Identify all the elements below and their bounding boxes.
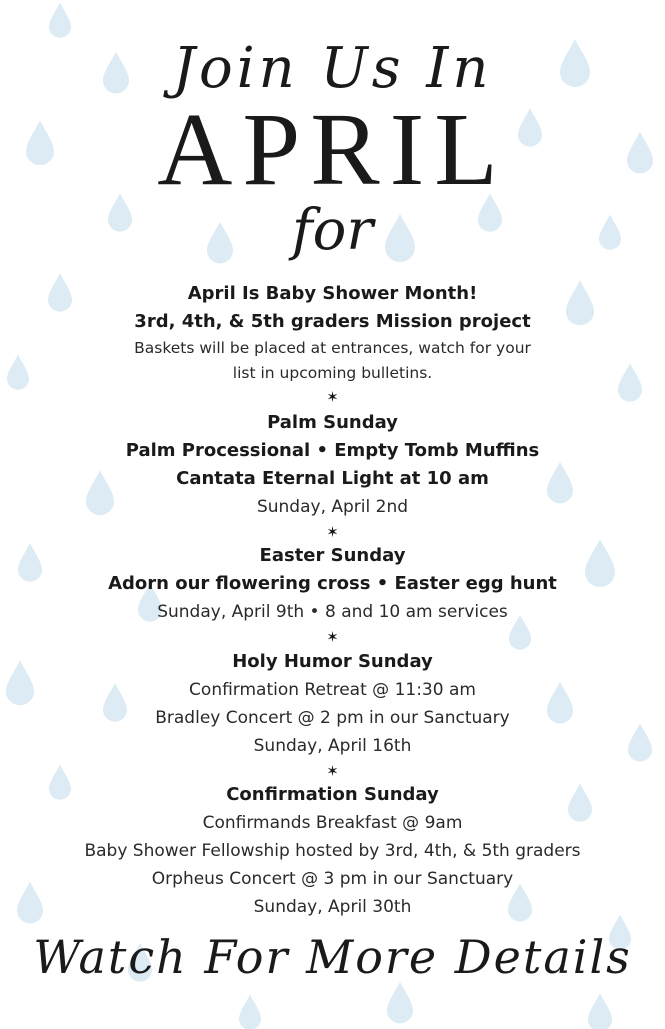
confirmation-title: Confirmation Sunday	[226, 784, 439, 805]
easter-sunday-line-1: Adorn our flowering cross • Easter egg hunt	[108, 573, 557, 594]
star-separator: ✶	[326, 523, 339, 541]
star-separator: ✶	[326, 762, 339, 780]
easter-sunday-section	[0, 542, 665, 648]
holy-humor-date: Sunday, April 16th	[253, 736, 412, 756]
palm-sunday-line-2: Cantata Eternal Light at 10 am	[176, 468, 489, 489]
palm-sunday-line-1: Palm Processional • Empty Tomb Muffins	[125, 440, 540, 461]
palm-sunday-title: Palm Sunday	[267, 412, 398, 433]
easter-sunday-date: Sunday, April 9th • 8 and 10 am services	[157, 602, 508, 622]
join-us-heading: Join Us In	[172, 36, 493, 101]
star-separator: ✶	[326, 388, 339, 406]
baby-shower-title: April Is Baby Shower Month!	[187, 283, 478, 304]
confirmation-date: Sunday, April 30th	[253, 897, 412, 917]
star-separator: ✶	[326, 628, 339, 646]
baby-shower-note-1: Baskets will be placed at entrances, watch for your	[134, 339, 531, 357]
holy-humor-line-1: Confirmation Retreat @ 11:30 am	[189, 680, 476, 700]
easter-sunday-title: Easter Sunday	[259, 545, 406, 566]
palm-sunday-section	[0, 409, 665, 543]
confirmation-line-3: Orpheus Concert @ 3 pm in our Sanctuary	[151, 869, 514, 889]
confirmation-section	[0, 781, 665, 921]
baby-shower-section	[0, 280, 665, 408]
palm-sunday-date: Sunday, April 2nd	[256, 497, 409, 517]
for-heading: for	[291, 198, 374, 263]
baby-shower-note-2: list in upcoming bulletins.	[232, 364, 433, 382]
holy-humor-line-2: Bradley Concert @ 2 pm in our Sanctuary	[155, 708, 510, 728]
baby-shower-subtitle: 3rd, 4th, & 5th graders Mission project	[134, 311, 531, 332]
holy-humor-section	[0, 648, 665, 782]
holy-humor-title: Holy Humor Sunday	[232, 651, 433, 672]
confirmation-line-2: Baby Shower Fellowship hosted by 3rd, 4th, & 5th graders	[84, 841, 581, 861]
watch-for-details-footer: Watch For More Details	[33, 930, 632, 984]
confirmation-line-1: Confirmands Breakfast @ 9am	[202, 813, 463, 833]
month-heading: APRIL	[157, 92, 508, 207]
